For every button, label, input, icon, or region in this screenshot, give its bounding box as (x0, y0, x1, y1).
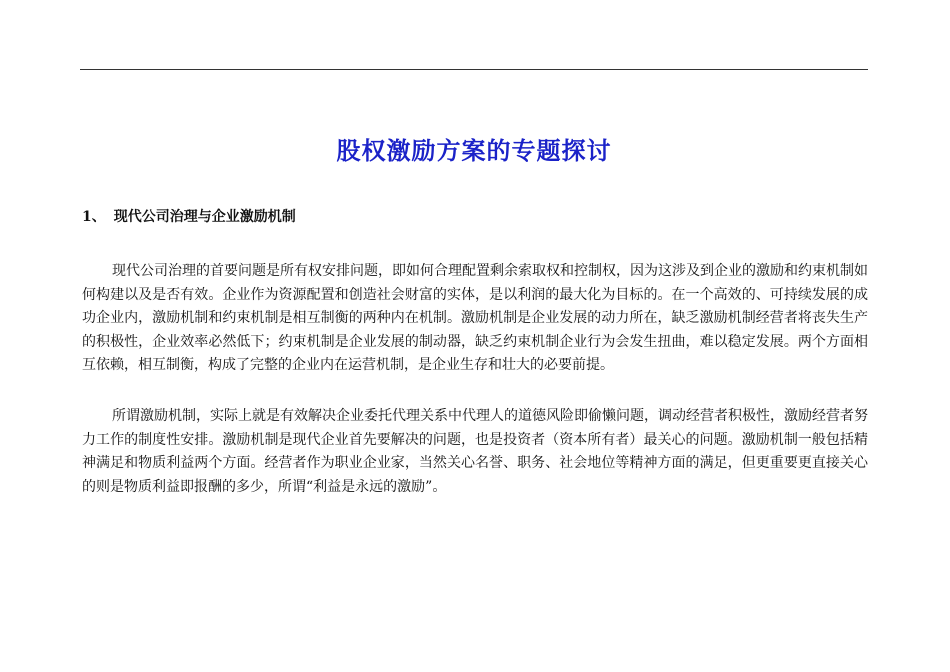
section-number: 1、 (82, 209, 106, 225)
section-heading (82, 206, 296, 228)
section-heading-text: 现代公司治理与企业激励机制 (113, 209, 296, 225)
paragraph-incentive-mechanism: 所谓激励机制，实际上就是有效解决企业委托代理关系中代理人的道德风险即偷懒问题，调动经营者积极性，激励经营者努力工作的制度性安排。激励机制是现代企业首先要解决的问题，也是投资者（资本所有者）最关心的问题。激励机制一般包括精神满足和物质利益两个方面。经营者作为职业企业家，当然关心名誉、职务、社会地位等精神方面的满足，但更重要更直接关心的则是物质利益即报酬的多少，所谓“利益是永远的激励”。 (82, 408, 868, 495)
paragraph-corporate-governance: 现代公司治理的首要问题是所有权安排问题，即如何合理配置剩余索取权和控制权，因为这涉及到企业的激励和约束机制如何构建以及是否有效。企业作为资源配置和创造社会财富的实体，是以利润的最大化为目标的。在一个高效的、可持续发展的成功企业内，激励机制和约束机制是相互制衡的两种内在机制。激励机制是企业发展的动力所在，缺乏激励机制经营者将丧失生产的积极性，企业效率必然低下；约束机制是企业发展的制动器，缺乏约束机制企业行为会发生扭曲，难以稳定发展。两个方面相互依赖，相互制衡，构成了完整的企业内在运营机制，是企业生存和壮大的必要前提。 (82, 263, 868, 373)
document-title: 股权激励方案的专题探讨 (336, 136, 612, 165)
header-rule (80, 69, 868, 70)
